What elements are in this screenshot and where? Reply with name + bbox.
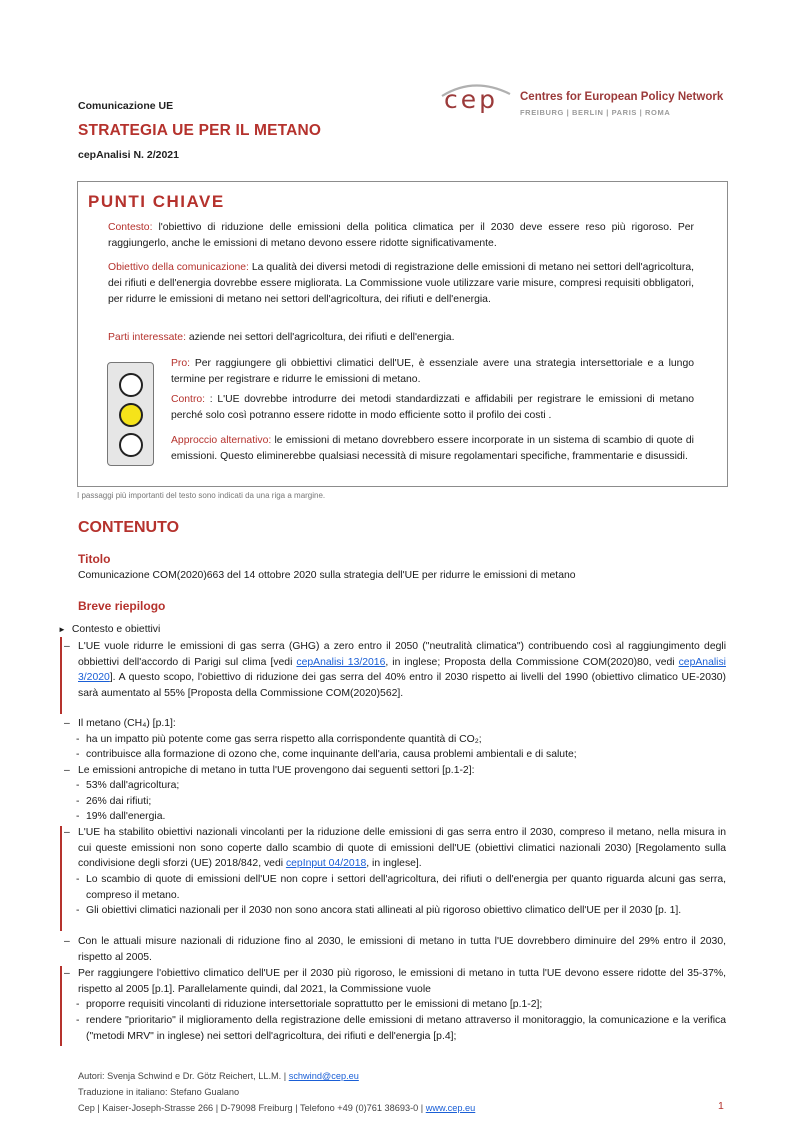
footer-translation: Traduzione in italiano: Stefano Gualano [78,1087,240,1097]
sub-dash: - [76,796,80,807]
footer-authors-line [78,1068,475,1084]
traffic-light-icon [107,362,154,466]
logo-name: Centres for European Policy Network [520,91,724,103]
p3-sub2: 26% dai rifiuti; [86,796,152,807]
document-category: Comunicazione UE [78,100,174,112]
contro-label: Contro: [171,394,206,405]
key-point-contesto [108,220,694,252]
p3-sub1: 53% dall'agricoltura; [86,780,180,791]
paragraph-settori [64,763,726,779]
paragraph-neutralita [64,639,726,701]
contesto-label: Contesto: [108,222,153,233]
paragraph-misure-attuali [64,934,726,965]
footer-address-line [78,1100,475,1116]
p4-sub2: Gli obiettivi climatici nazionali per il 2030 non sono ancora stati allineati al più rigoroso obiettivo climatico dell'UE per il 2030 [p. 1]. [86,905,682,916]
contesto-obiettivi-label: Contesto e obiettivi [71,624,161,635]
dash-bullet: – [64,718,70,729]
traffic-light-bottom [119,433,143,457]
obiettivo-label: Obiettivo della comunicazione: [108,262,249,273]
margin-bar [60,637,62,714]
key-point-contro [171,392,694,424]
paragraph-obiettivo-2030 [64,966,726,997]
sub-dash: - [76,734,80,745]
margin-bar [60,826,62,931]
obiettivo-text: La qualità dei diversi metodi di registrazione delle emissioni di metano nei settori dell'agricoltura, dei rifiuti e dell'energia dovrebbe essere migliorata. La Commissione vuole utilizzare varie misure, compresi requisiti obbligatori, per ridurre le emissioni di metano nei settori dell'agricoltura, dei rifiuti e dell'energia. [108,262,695,305]
dash-bullet: – [64,765,70,776]
logo-cities: FREIBURG | BERLIN | PARIS | ROMA [520,108,671,117]
sub-dash: - [76,874,80,885]
key-point-pro [171,356,694,388]
pro-text: Per raggiungere gli obbiettivi climatici dell'UE, è essenziale avere una strategia intersettoriale e a lungo termine per registrare e ridurre le emissioni di metano. [171,358,694,385]
key-point-parti [108,330,694,346]
paragraph-metano [64,716,726,732]
sub-item [78,732,726,748]
margin-bar [60,966,62,1046]
sub-item [78,997,726,1013]
key-points-box [77,181,728,487]
dash-bullet: – [64,827,70,838]
approccio-label: Approccio alternativo: [171,435,272,446]
footer-email-link[interactable]: schwind@cep.eu [288,1071,359,1081]
cep-logo [436,82,736,126]
traffic-light-middle [119,403,143,427]
sub-item [78,872,726,903]
key-point-obiettivo [108,260,694,308]
contesto-obiettivi-heading [58,624,160,635]
riepilogo-label: Breve riepilogo [78,599,166,613]
p3-sub3: 19% dall'energia. [86,811,166,822]
sub-item [78,903,726,919]
page-number: 1 [718,1100,724,1112]
p4-sub1: Lo scambio di quote di emissioni dell'UE non copre i settori dell'agricoltura, dei rifiuti o dell'energia per quanto riguarda alcuni gas serra, compreso il metano. [86,874,726,901]
p6-text: Per raggiungere l'obiettivo climatico dell'UE per il 2030 più rigoroso, le emissioni di metano in tutta l'UE devono essere ridotte del 35-37%, rispetto al 2005 [p.1]. Parallelamente quindi, dal 2021, la Commissione vuole [78,968,726,995]
key-points-title: PUNTI CHIAVE [88,192,225,211]
sub-dash: - [76,999,80,1010]
margin-note: I passaggi più importanti del testo sono indicati da una riga a margine. [77,491,326,500]
sub-dash: - [76,905,80,916]
document-number: cepAnalisi N. 2/2021 [78,149,179,161]
p5-text: Con le attuali misure nazionali di riduzione fino al 2030, le emissioni di metano in tutta l'UE dovrebbero diminuire del 29% entro il 2030, rispetto al 2005. [78,936,726,963]
p1-text-b: , in inglese; Proposta della Commissione COM(2020)80, vedi [385,656,679,668]
p2-text: Il metano (CH₄) [p.1]: [78,718,176,729]
pro-label: Pro: [171,358,191,369]
sub-item [78,809,726,825]
document-title: STRATEGIA UE PER IL METANO [78,122,322,139]
p2-sub1: ha un impatto più potente come gas serra rispetto alla corrispondente quantità di CO₂; [86,734,482,745]
p1-text-c: ]. A questo scopo, l'obiettivo di riduzione dei gas serra del 40% entro il 2030 rispetto ai livelli del 1990 (obiettivo climatico UE-2030) sarà aumentato al 55% [Proposta della Commissione COM(2020)562]. [78,672,726,699]
sub-dash: - [76,749,80,760]
link-cepanalisi-3-2020[interactable]: cepAnalisi 3/2020 [78,656,726,683]
approccio-text: le emissioni di metano dovrebbero essere incorporate in un sistema di scambio di quote di emissioni. Questo eliminerebbe qualsiasi necessità di misure regolamentari specifiche, frammentarie e disussidi. [171,435,694,462]
logo-mark: cep [444,85,498,114]
dash-bullet: – [64,936,70,947]
sub-dash: - [76,780,80,791]
dash-bullet: – [64,641,70,652]
link-cepinput-04-2018[interactable]: cepInput 04/2018 [285,858,367,869]
p4-text-a: L'UE ha stabilito obiettivi nazionali vincolanti per la riduzione delle emissioni di gas serra entro il 2030, compreso il metano, nella misura in cui queste emissioni non sono coperte dallo scambio di quote di emissioni dell'UE (obiettivi climatici nazionali 2030) [Regolamento sulla condivisione degli sforzi (UE) 2018/842, vedi [78,827,726,869]
sub-dash: - [76,811,80,822]
footer-authors: Autori: Svenja Schwind e Dr. Götz Reichert, LL.M. | [78,1071,289,1081]
traffic-light-top [119,373,143,397]
footer-website-link[interactable]: www.cep.eu [425,1103,476,1113]
key-point-approccio [171,433,694,465]
content-heading: CONTENUTO [78,519,180,536]
p6-sub1: proporre requisiti vincolanti di riduzione intersettoriale soprattutto per le emissioni di metano [p.1-2]; [86,999,543,1010]
p4-text-b: , in inglese]. [366,858,422,869]
parti-text: aziende nei settori dell'agricoltura, dei rifiuti e dell'energia. [188,332,455,343]
p1-text-a: L'UE vuole ridurre le emissioni di gas serra (GHG) a zero entro il 2050 ("neutralità climatica") contribuendo così al raggiungimento degli obbiettivi dell'accordo di Parigi sul clima [vedi [78,641,726,668]
dash-bullet: – [64,968,70,979]
sub-item [78,778,726,794]
parti-label: Parti interessate: [108,332,186,343]
sub-dash: - [76,1015,80,1026]
link-cepanalisi-13-2016[interactable]: cepAnalisi 13/2016 [296,656,386,668]
paragraph-obiettivi-nazionali [64,825,726,872]
sub-item [78,794,726,810]
contro-text: : L'UE dovrebbe introdurre dei metodi standardizzati e affidabili per registrare le emissioni di metano perché solo così potranno essere ridotte in modo efficiente sotto il profilo dei costi . [171,394,695,421]
triangle-bullet-icon: ► [58,625,66,634]
footer-address: Cep | Kaiser-Joseph-Strasse 266 | D-79098 Freiburg | Telefono +49 (0)761 38693-0 | [78,1103,426,1113]
p2-sub2: contribuisce alla formazione di ozono che, come inquinante dell'aria, causa problemi ambientali e di salute; [86,749,577,760]
sub-item [78,1013,726,1044]
contesto-text: l'obiettivo di riduzione delle emissioni della politica climatica per il 2030 deve essere reso più rigoroso. Per raggiungerlo, anche le emissioni di metano devono essere ridotte significativamente. [108,222,694,249]
p6-sub2: rendere "prioritario" il miglioramento della registrazione delle emissioni di metano attraverso il monitoraggio, la comunicazione e la verifica ("metodi MRV" in inglese) nei settori dell'agricoltura, dei rifiuti e dell'energia [p.4]; [86,1015,726,1042]
p3-text: Le emissioni antropiche di metano in tutta l'UE provengono dai seguenti settori [p.1-2]: [78,765,475,776]
titolo-label: Titolo [78,552,111,566]
footer [78,1068,475,1116]
sub-item [78,747,726,763]
titolo-text: Comunicazione COM(2020)663 del 14 ottobre 2020 sulla strategia dell'UE per ridurre le emissioni di metano [78,570,576,581]
